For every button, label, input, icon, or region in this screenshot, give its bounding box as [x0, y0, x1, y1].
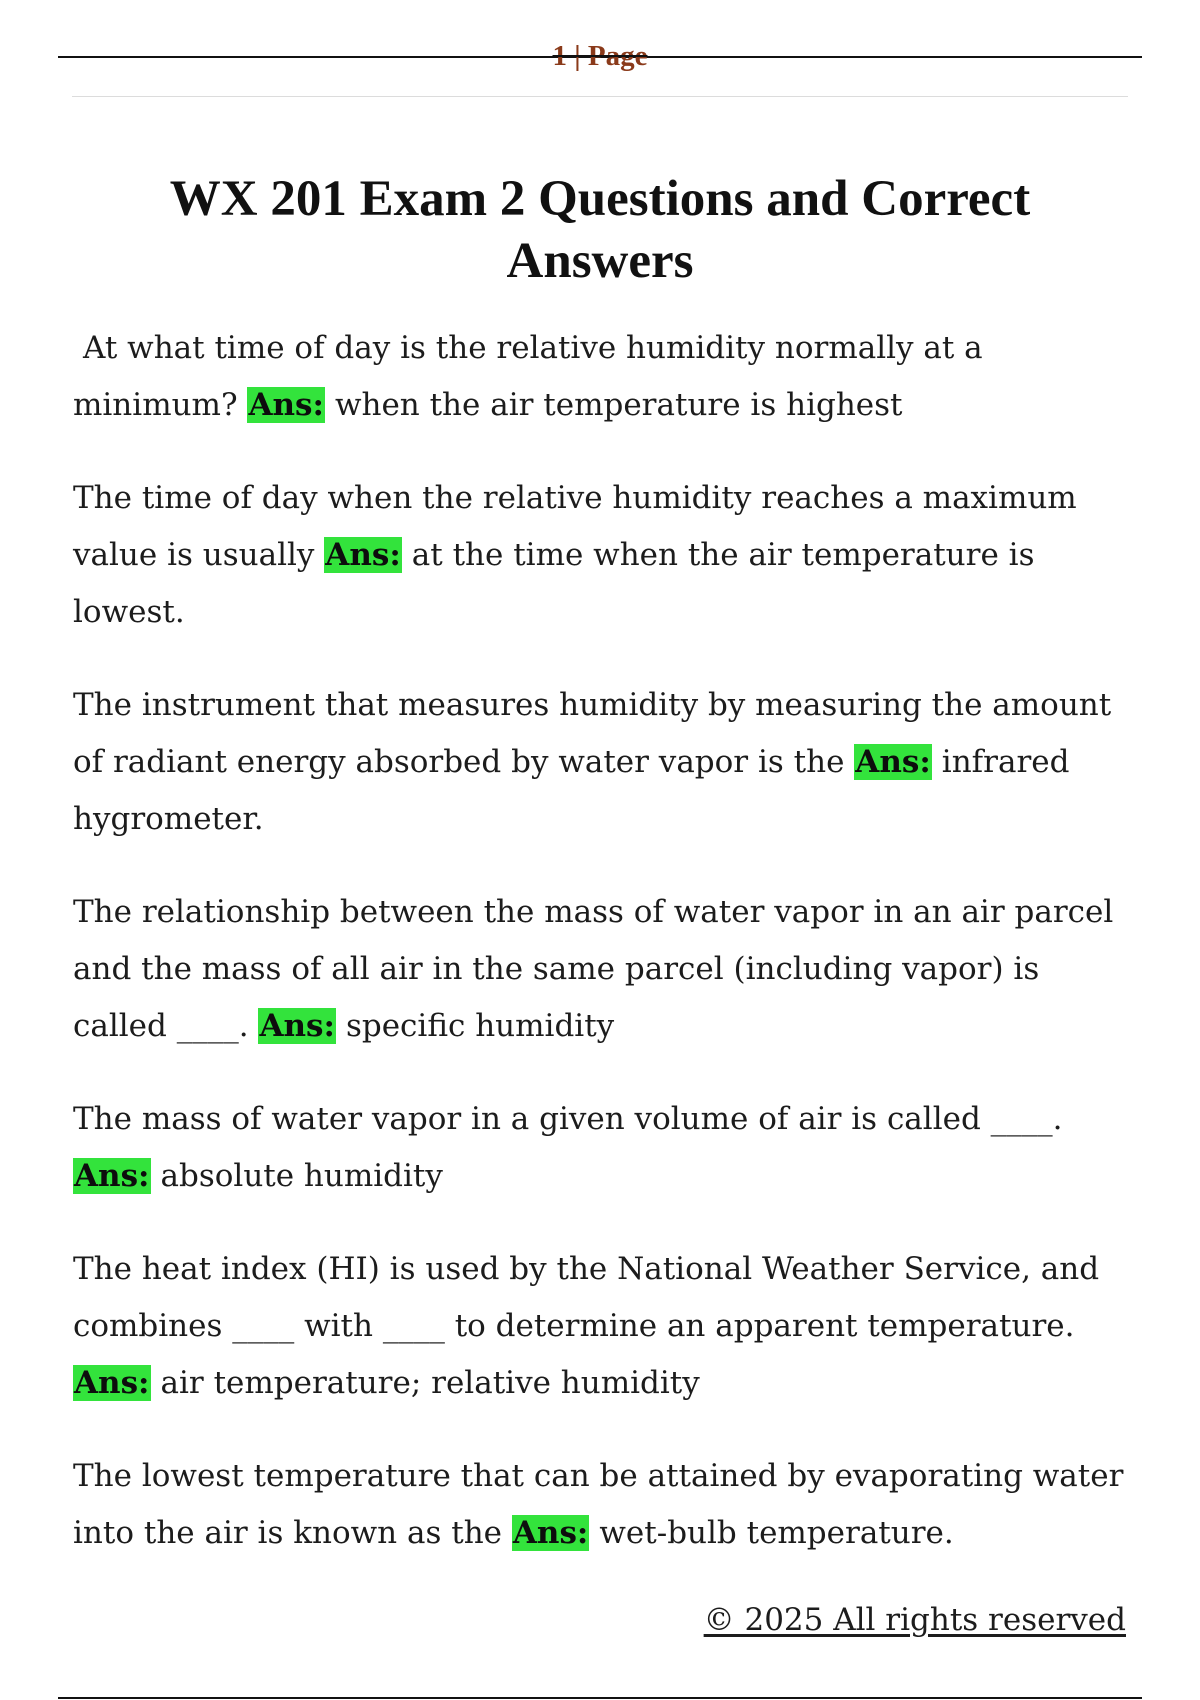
question-text: The instrument that measures humidity by measuring the amount of radiant energy absorbed by water vapor is the [73, 687, 1112, 780]
answer-text: absolute humidity [160, 1158, 443, 1194]
answer-text: at the time when the air temperature is lowest. [73, 537, 1035, 630]
question-text: The relationship between the mass of water vapor in an air parcel and the mass of all air in the same parcel (including vapor) is called ____. [73, 894, 1114, 1044]
answer-text: wet-bulb temperature. [599, 1515, 954, 1551]
document-title: WX 201 Exam 2 Questions and Correct Answers [169, 171, 1031, 289]
qa-item [73, 884, 1138, 1055]
answer-text: infrared hygrometer. [73, 744, 1070, 837]
qa-item [73, 470, 1138, 641]
answer-label: Ans: [248, 387, 324, 423]
answer-label: Ans: [74, 1365, 150, 1401]
question-text: The lowest temperature that can be attained by evaporating water into the air is known as the [73, 1458, 1124, 1551]
page-number-label: 1 | Page [552, 40, 648, 72]
answer-text: when the air temperature is highest [334, 387, 903, 423]
answer-label: Ans: [259, 1008, 335, 1044]
answer-text: air temperature; relative humidity [160, 1365, 700, 1401]
footer-rule [58, 1697, 1142, 1699]
answer-label: Ans: [855, 744, 931, 780]
qa-item [73, 677, 1138, 848]
answer-label: Ans: [512, 1515, 589, 1551]
qa-item [73, 1091, 1138, 1205]
qa-list [73, 320, 1138, 1598]
question-text: The time of day when the relative humidity reaches a maximum value is usually [73, 480, 1077, 573]
qa-item [73, 1448, 1138, 1562]
question-text: The mass of water vapor in a given volume of air is called ____. [73, 1101, 1063, 1137]
qa-item [73, 1241, 1138, 1412]
answer-label: Ans: [74, 1158, 150, 1194]
question-text: At what time of day is the relative humidity normally at a minimum? [73, 330, 983, 423]
answer-text: specific humidity [345, 1008, 615, 1044]
qa-item [73, 320, 1138, 434]
header-divider [72, 96, 1128, 97]
question-text: The heat index (HI) is used by the National Weather Service, and combines ____ with ____ to determine an apparent temperature. [73, 1251, 1100, 1344]
answer-label: Ans: [325, 537, 401, 573]
copyright-notice: © 2025 All rights reserved [703, 1602, 1126, 1638]
